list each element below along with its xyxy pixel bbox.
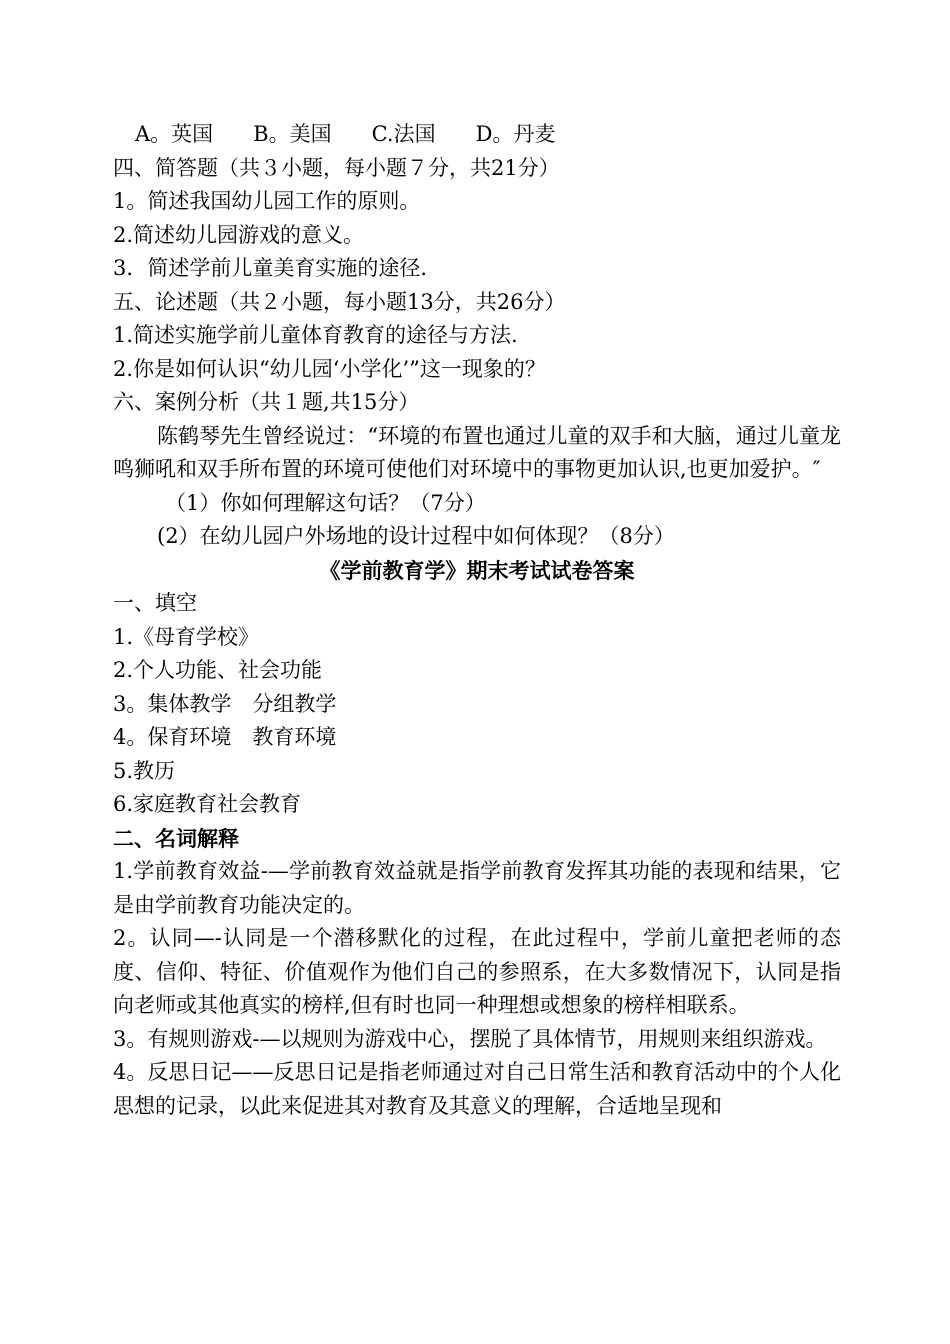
answers-fill-item: 1.《母育学校》 (113, 624, 260, 649)
option-c: C.法国 (371, 122, 436, 146)
answer-title: 《学前教育学》期末考试试卷答案 (319, 557, 635, 583)
section4-item: 3．简述学前儿童美育实施的途径. (113, 256, 428, 280)
answers-fill-item: 4。保育环境 教育环境 (113, 725, 337, 749)
option-a: A。英国 (135, 122, 214, 146)
section5-item: 2.你是如何认识“幼儿园‘小学化’”这一现象的？ (113, 356, 546, 381)
section4-item: 1。简述我国幼儿园工作的原则。 (113, 189, 421, 213)
section4-item: 2.简述幼儿园游戏的意义。 (113, 222, 365, 247)
document-page (113, 118, 841, 1123)
answers-terms-item: 4。反思日记——反思日记是指老师通过对自己日常生活和教育活动中的个人化思想的记录，以此来促进其对教育及其意义的理解，合适地呈现和 (113, 1060, 841, 1118)
answers-fill-item: 5.教历 (113, 758, 176, 783)
answers-fill-item: 2.个人功能、社会功能 (113, 658, 323, 682)
case-question-2: (2）在幼儿园户外场地的设计过程中如何体现？（8分） (157, 524, 675, 548)
choice-options-row (113, 118, 841, 152)
section4-heading: 四、简答题（共３小题，每小题７分，共21分） (113, 155, 560, 180)
answers-fill-item: 3。集体教学 分组教学 (113, 691, 337, 716)
answers-terms-item: 1.学前教育效益-—学前教育效益就是指学前教育发挥其功能的表现和结果，它是由学前教育功能决定的。 (113, 859, 841, 917)
answers-fill-heading: 一、填空 (113, 591, 197, 615)
answers-fill-item: 6.家庭教育社会教育 (113, 792, 302, 816)
case-quote-paragraph: 陈鹤琴先生曾经说过：“环境的布置也通过儿童的双手和大脑，通过儿童龙鸣狮吼和双手所布置的环境可使他们对环境中的事物更加认识,也更加爱护。″ (113, 423, 841, 481)
answers-terms-item: 2。认同—-认同是一个潜移默化的过程，在此过程中，学前儿童把老师的态度、信仰、特征、价值观作为他们自己的参照系，在大多数情况下，认同是指向老师或其他真实的榜样,但有时也同一种理想或想象的榜样相联系。 (113, 926, 841, 1017)
option-b: B。美国 (253, 122, 332, 146)
answers-terms-item: 3。有规则游戏-—以规则为游戏中心，摆脱了具体情节，用规则来组织游戏。 (113, 1026, 827, 1051)
section6-heading: 六、案例分析（共１题,共15分） (113, 390, 420, 414)
case-question-1: （1）你如何理解这句话？（7分） (165, 490, 486, 515)
section5-item: 1.简述实施学前儿童体育教育的途径与方法. (113, 323, 518, 347)
option-d: D。丹麦 (475, 122, 556, 146)
answers-terms-heading: 二、名词解释 (113, 825, 239, 851)
section5-heading: 五、论述题（共２小题，每小题13分，共26分） (113, 289, 566, 314)
